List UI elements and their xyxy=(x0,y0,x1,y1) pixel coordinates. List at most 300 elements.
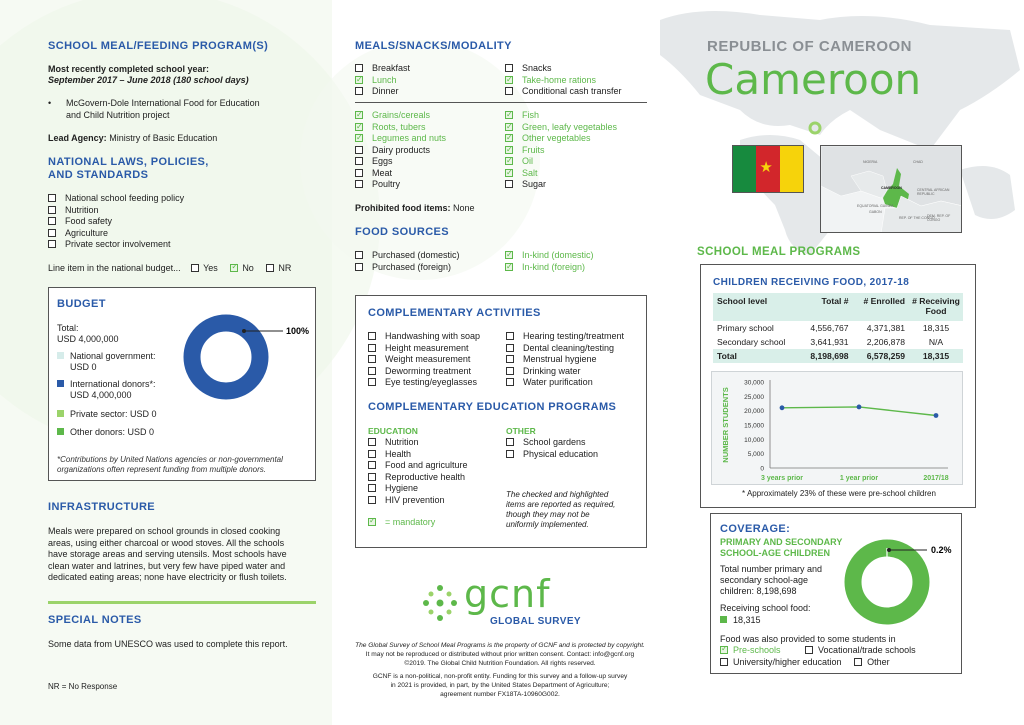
school-year-label: Most recently completed school year: xyxy=(48,64,210,74)
checkbox-preschools[interactable] xyxy=(720,646,728,654)
infra-line: have storage areas and serving utensils. Most schools have xyxy=(48,549,287,559)
mandatory-legend xyxy=(368,517,435,527)
budget-footnote-line1: *Contributions by United Nations agencies or non-governmental xyxy=(57,455,283,464)
coverage-title: COVERAGE: xyxy=(720,523,791,535)
legend-national xyxy=(57,351,156,361)
comp-item[interactable] xyxy=(368,354,480,366)
budget-total-value: USD 4,000,000 xyxy=(57,334,119,344)
legend-other xyxy=(57,427,154,437)
checkbox-no[interactable] xyxy=(230,264,238,272)
edu-col1 xyxy=(368,437,468,506)
children-title: CHILDREN RECEIVING FOOD, 2017-18 xyxy=(713,277,910,288)
y-tick-label: 10,000 xyxy=(744,436,764,444)
comp-label: Water purification xyxy=(523,377,593,387)
food-label: Roots, tubers xyxy=(372,121,426,132)
infra-line: clean water and latrines, but very few have piped water and xyxy=(48,560,286,571)
map-label-cameroon: CAMEROON xyxy=(881,186,902,190)
checkbox[interactable] xyxy=(355,76,363,84)
budget-total-label: Total: xyxy=(57,323,79,333)
checkbox[interactable] xyxy=(368,473,376,481)
also-item-label: Vocational/trade schools xyxy=(818,645,916,655)
coverage-receiving-label: Receiving school food: xyxy=(720,603,811,613)
food-item[interactable] xyxy=(355,133,446,145)
checkbox[interactable] xyxy=(368,332,376,340)
meal-item[interactable] xyxy=(505,75,622,87)
edu-col2 xyxy=(506,437,598,460)
programs-title: SCHOOL MEAL/FEEDING PROGRAM(S) xyxy=(48,40,269,52)
legend-international xyxy=(57,379,156,389)
edu-label: Food and agriculture xyxy=(385,460,468,470)
budget-title: BUDGET xyxy=(57,298,106,310)
checkbox[interactable] xyxy=(355,64,363,72)
data-point xyxy=(934,413,939,418)
food-label: Poultry xyxy=(372,179,401,189)
checkbox[interactable] xyxy=(505,146,513,154)
budget-line-item xyxy=(48,263,291,273)
comp-label: Handwashing with soap xyxy=(385,331,481,341)
table-cell: 2,206,878 xyxy=(866,337,905,347)
edu-title: COMPLEMENTARY EDUCATION PROGRAMS xyxy=(368,401,617,413)
table-cell: Total xyxy=(717,351,737,361)
edu-item[interactable] xyxy=(368,460,468,472)
food-label: Salt xyxy=(522,167,538,178)
checkbox[interactable] xyxy=(506,367,514,375)
country-name: Cameroon xyxy=(705,55,922,104)
y-tick-label: 5,000 xyxy=(747,451,764,459)
footer-line1: The Global Survey of School Meal Programs is the property of GCNF and is protected by copyright. xyxy=(355,642,645,649)
meal-label: Snacks xyxy=(522,63,552,73)
checkbox[interactable] xyxy=(355,251,363,259)
table-cell: 4,371,381 xyxy=(866,323,905,333)
law-item[interactable] xyxy=(48,216,184,228)
footer-line5: in 2021 is provided, in part, by the United States Department of Agriculture; xyxy=(390,682,610,689)
checkbox[interactable] xyxy=(355,180,363,188)
sources-title: FOOD SOURCES xyxy=(355,226,450,238)
checkbox[interactable] xyxy=(355,123,363,131)
option-no-label: No xyxy=(242,263,254,273)
comp-item[interactable] xyxy=(368,343,480,355)
comp-item[interactable] xyxy=(368,377,480,389)
flag-star-icon: ★ xyxy=(759,158,773,176)
edu-note-line2: items are reported as required, xyxy=(506,500,616,509)
meal-item[interactable] xyxy=(505,86,622,98)
edu-item[interactable] xyxy=(368,483,468,495)
law-item[interactable] xyxy=(48,205,184,217)
budget-line-label: Line item in the national budget... xyxy=(48,263,181,273)
chart-footnote: * Approximately 23% of these were pre-school children xyxy=(742,489,936,498)
source-item[interactable] xyxy=(355,250,460,262)
infra-line: dedicated eating areas; none have electricity or flush toilets. xyxy=(48,572,287,582)
checkbox-vocational[interactable] xyxy=(805,646,813,654)
food-item[interactable] xyxy=(355,110,446,122)
notes-text: Some data from UNESCO was used to complete this report. xyxy=(48,639,288,649)
gcnf-logo-text: gcnf xyxy=(464,572,551,616)
footer-line6: agreement number FX18TA-10960G002. xyxy=(440,691,560,698)
country-flag xyxy=(732,145,804,193)
comp-col1 xyxy=(368,331,480,389)
edu-note-line4: uniformly implemented. xyxy=(506,520,589,529)
table-cell: 18,315 xyxy=(922,351,950,361)
source-label: Purchased (foreign) xyxy=(372,261,452,272)
gcnf-logo xyxy=(420,572,590,630)
law-item-label: National school feeding policy xyxy=(65,193,185,203)
law-item-label: Nutrition xyxy=(65,204,99,215)
comp-item[interactable] xyxy=(368,331,480,343)
source-label: In-kind (domestic) xyxy=(522,250,594,260)
table-header-row xyxy=(713,293,963,321)
source-label: Purchased (domestic) xyxy=(372,250,460,260)
budget-box xyxy=(48,287,316,481)
legend-swatch xyxy=(720,616,727,623)
flag-stripe-green xyxy=(733,146,756,192)
foods-col2 xyxy=(505,110,617,191)
coverage-pointer-dot xyxy=(887,548,891,552)
checkbox[interactable] xyxy=(506,378,514,386)
budget-pct-label: 100% xyxy=(286,326,309,336)
comp-item[interactable] xyxy=(506,331,624,343)
lead-agency-value: Ministry of Basic Education xyxy=(109,133,218,143)
source-item[interactable] xyxy=(505,250,594,262)
legend-swatch xyxy=(57,380,64,387)
legend-other-text: Other donors: USD 0 xyxy=(70,427,155,437)
table-cell: 8,198,698 xyxy=(810,351,849,361)
checkbox[interactable] xyxy=(355,169,363,177)
food-label: Green, leafy vegetables xyxy=(522,121,618,132)
budget-donut-international xyxy=(192,323,260,391)
checkbox[interactable] xyxy=(505,157,513,165)
x-tick-label: 2017/18 xyxy=(923,475,949,482)
budget-footnote xyxy=(57,455,283,475)
source-item[interactable] xyxy=(355,262,460,274)
map-label-chad: CHAD xyxy=(913,160,923,164)
checkbox[interactable] xyxy=(506,355,514,363)
infra-line: areas, using either charcoal or wood stoves. All the schools xyxy=(48,537,285,548)
meal-label: Conditional cash transfer xyxy=(522,86,622,96)
checkbox-university[interactable] xyxy=(720,658,728,666)
comp-item[interactable] xyxy=(506,343,624,355)
checkbox[interactable] xyxy=(48,217,56,225)
gcnf-logo-sub: GLOBAL SURVEY xyxy=(490,616,581,627)
comp-item[interactable] xyxy=(506,366,624,378)
also-item-label: Other xyxy=(867,657,890,667)
checkbox[interactable] xyxy=(505,123,513,131)
checkbox[interactable] xyxy=(505,180,513,188)
checkbox[interactable] xyxy=(506,438,514,446)
y-tick-label: 20,000 xyxy=(744,408,764,416)
source-item[interactable] xyxy=(505,262,594,274)
food-label: Other vegetables xyxy=(522,133,591,143)
edu-col2-title: OTHER xyxy=(506,426,536,436)
country-official: REPUBLIC OF CAMEROON xyxy=(707,38,912,55)
coverage-pct: 0.2% xyxy=(931,545,952,555)
law-item[interactable] xyxy=(48,239,184,251)
coverage-total-line1: Total number primary and xyxy=(720,564,823,574)
edu-item[interactable] xyxy=(368,437,468,449)
checkbox[interactable] xyxy=(368,355,376,363)
food-item[interactable] xyxy=(355,156,446,168)
table-cell: Secondary school xyxy=(717,337,786,347)
school-meal-programs-title: SCHOOL MEAL PROGRAMS xyxy=(697,246,861,258)
infra-line: Meals were prepared on school grounds in closed cooking xyxy=(48,526,281,536)
edu-item[interactable] xyxy=(506,437,598,449)
data-point xyxy=(857,405,862,410)
program-bullet-line2: and Child Nutrition project xyxy=(66,110,170,120)
coverage-total xyxy=(720,564,822,597)
legend-swatch xyxy=(57,428,64,435)
edu-col1-title: EDUCATION xyxy=(368,426,418,436)
checkbox[interactable] xyxy=(368,438,376,446)
country-map xyxy=(820,145,962,233)
infra-text xyxy=(48,526,287,584)
map-label-nigeria: NIGERIA xyxy=(863,160,878,164)
legend-swatch xyxy=(57,352,64,359)
food-item[interactable] xyxy=(505,156,617,168)
table-row xyxy=(713,335,963,349)
meals-col1 xyxy=(355,63,410,98)
comp-label: Drinking water xyxy=(523,365,581,376)
sources-col1 xyxy=(355,250,460,273)
coverage-receiving-value: 18,315 xyxy=(733,615,761,625)
law-item[interactable] xyxy=(48,193,184,205)
option-yes-label: Yes xyxy=(203,263,218,273)
edu-label: HIV prevention xyxy=(385,494,445,505)
checkbox[interactable] xyxy=(48,206,56,214)
coverage-box xyxy=(710,513,962,674)
map-label-eq-guinea: EQUATORIAL GUINEA xyxy=(857,204,894,208)
meal-item[interactable] xyxy=(355,86,410,98)
law-item[interactable] xyxy=(48,228,184,240)
foods-col1 xyxy=(355,110,446,191)
comp-col2 xyxy=(506,331,624,389)
mandatory-label: = mandatory xyxy=(385,517,436,527)
comp-label: Menstrual hygiene xyxy=(523,354,597,364)
checkbox[interactable] xyxy=(505,76,513,84)
x-tick-label: 3 years prior xyxy=(760,475,804,482)
comp-label: Hearing testing/treatment xyxy=(523,331,625,341)
comp-label: Weight measurement xyxy=(385,354,471,364)
meal-item[interactable] xyxy=(355,63,410,75)
meal-item[interactable] xyxy=(505,63,622,75)
source-label: In-kind (foreign) xyxy=(522,261,586,272)
food-label: Grains/cereals xyxy=(372,110,431,120)
table-header: School level xyxy=(717,296,768,306)
food-item[interactable] xyxy=(505,179,617,191)
budget-donut xyxy=(179,312,309,402)
flag-stripe-red xyxy=(756,146,779,192)
y-tick-label: 0 xyxy=(760,465,764,473)
checkbox[interactable] xyxy=(506,344,514,352)
coverage-subtitle-line2: SCHOOL-AGE CHILDREN xyxy=(720,548,830,558)
comp-item[interactable] xyxy=(368,366,480,378)
lead-agency-label: Lead Agency: xyxy=(48,133,107,143)
table-cell: 4,556,767 xyxy=(810,323,849,333)
checkbox[interactable] xyxy=(506,450,514,458)
checkbox[interactable] xyxy=(355,87,363,95)
checkbox-mandatory-sample xyxy=(368,518,376,526)
comp-item[interactable] xyxy=(506,377,624,389)
food-item[interactable] xyxy=(355,168,446,180)
table-header: # Receiving Food xyxy=(912,296,960,316)
edu-note-line3: though they may not be xyxy=(506,510,590,519)
coverage-subtitle-line1: PRIMARY AND SECONDARY xyxy=(720,537,843,547)
table-header: Total # xyxy=(821,296,849,306)
footer-line2: It may not be reproduced or distributed without prior written consent. Contact: info@gcnf.org xyxy=(365,651,635,658)
checkbox[interactable] xyxy=(355,157,363,165)
checkbox[interactable] xyxy=(505,111,513,119)
children-box xyxy=(700,264,976,508)
meals-col2 xyxy=(505,63,622,98)
edu-item[interactable] xyxy=(368,449,468,461)
checkbox-other[interactable] xyxy=(854,658,862,666)
meal-label: Breakfast xyxy=(372,63,411,73)
food-label: Eggs xyxy=(372,156,393,166)
table-row xyxy=(713,321,963,335)
meals-title: MEALS/SNACKS/MODALITY xyxy=(355,40,512,52)
checkbox[interactable] xyxy=(48,194,56,202)
checkbox[interactable] xyxy=(368,484,376,492)
prohibited-label: Prohibited food items: xyxy=(355,203,451,213)
checkbox[interactable] xyxy=(368,461,376,469)
prohibited-value: None xyxy=(453,203,475,213)
checkbox[interactable] xyxy=(506,332,514,340)
section-divider xyxy=(48,601,316,604)
map-label-congo: REP. OF THE CONGO xyxy=(899,216,935,220)
edu-note xyxy=(506,490,615,530)
meal-item[interactable] xyxy=(355,75,410,87)
coverage-total-line3: children: 8,198,698 xyxy=(720,586,797,596)
food-item[interactable] xyxy=(355,145,446,157)
students-chart-panel xyxy=(711,371,963,485)
food-label: Dairy products xyxy=(372,144,431,155)
law-item-label: Private sector involvement xyxy=(65,239,171,249)
food-label: Oil xyxy=(522,156,533,166)
footer xyxy=(340,641,660,699)
checkbox-yes[interactable] xyxy=(191,264,199,272)
edu-label: Health xyxy=(385,448,412,459)
meal-label: Dinner xyxy=(372,86,399,96)
food-label: Fish xyxy=(522,110,540,120)
table-cell: 18,315 xyxy=(922,323,950,333)
prohibited-items xyxy=(355,203,475,213)
table-header: # Enrolled xyxy=(863,296,905,306)
food-item[interactable] xyxy=(505,110,617,122)
meal-label: Take-home rations xyxy=(522,74,597,85)
sources-col2 xyxy=(505,250,594,273)
food-item[interactable] xyxy=(505,133,617,145)
laws-title-line2: AND STANDARDS xyxy=(48,169,149,181)
checkbox[interactable] xyxy=(368,496,376,504)
notes-title: SPECIAL NOTES xyxy=(48,614,142,626)
edu-item[interactable] xyxy=(506,449,598,461)
edu-label: Physical education xyxy=(523,448,599,459)
checkbox[interactable] xyxy=(505,134,513,142)
map-label-car: CENTRAL AFRICAN REPUBLIC xyxy=(917,188,950,196)
food-label: Fruits xyxy=(522,144,545,155)
checkbox[interactable] xyxy=(505,169,513,177)
y-axis-label: NUMBER STUDENTS xyxy=(721,387,730,463)
location-marker-icon xyxy=(807,120,823,136)
y-tick-label: 30,000 xyxy=(744,379,764,387)
checkbox[interactable] xyxy=(505,263,513,271)
food-label: Sugar xyxy=(522,179,547,189)
checkbox[interactable] xyxy=(355,134,363,142)
comp-label: Deworming treatment xyxy=(385,365,472,376)
edu-item[interactable] xyxy=(368,472,468,484)
checkbox[interactable] xyxy=(368,344,376,352)
gcnf-logo-mark xyxy=(420,582,460,622)
checkbox[interactable] xyxy=(355,146,363,154)
checkbox[interactable] xyxy=(48,240,56,248)
data-point xyxy=(780,405,785,410)
infra-title: INFRASTRUCTURE xyxy=(48,501,156,513)
y-tick-label: 15,000 xyxy=(744,422,764,430)
food-item[interactable] xyxy=(355,122,446,134)
food-item[interactable] xyxy=(505,122,617,134)
checkbox[interactable] xyxy=(368,450,376,458)
edu-label: Hygiene xyxy=(385,483,419,493)
children-table xyxy=(713,293,963,363)
comp-item[interactable] xyxy=(506,354,624,366)
edu-item[interactable] xyxy=(368,495,468,507)
checkbox[interactable] xyxy=(355,111,363,119)
food-item[interactable] xyxy=(505,145,617,157)
lead-agency xyxy=(48,133,217,143)
also-item-label: Pre-schools xyxy=(733,645,781,655)
coverage-subtitle xyxy=(720,537,842,559)
laws-title-line1: NATIONAL LAWS, POLICIES, xyxy=(48,156,209,168)
food-item[interactable] xyxy=(505,168,617,180)
legend-national-text: National government: xyxy=(70,351,156,361)
comp-label: Dental cleaning/testing xyxy=(523,342,615,353)
also-items-row1 xyxy=(720,645,916,655)
also-provided: Food was also provided to some students in xyxy=(720,634,896,644)
nr-note: NR = No Response xyxy=(48,682,118,691)
footer-line4: GCNF is a non-political, non-profit entity. Funding for this survey and a follow-up survey xyxy=(372,673,628,680)
checkbox[interactable] xyxy=(48,229,56,237)
also-item-label: University/higher education xyxy=(733,657,842,667)
also-items-row2 xyxy=(720,657,890,667)
students-line-chart xyxy=(712,372,964,486)
checkbox[interactable] xyxy=(355,263,363,271)
legend-private xyxy=(57,409,157,419)
checkbox[interactable] xyxy=(505,64,513,72)
edu-note-line1: The checked and highlighted xyxy=(506,490,609,499)
law-item-label: Food safety xyxy=(65,216,113,226)
laws-title xyxy=(48,156,209,182)
table-cell: 6,578,259 xyxy=(866,351,905,361)
checkbox[interactable] xyxy=(368,378,376,386)
food-item[interactable] xyxy=(355,179,446,191)
complementary-box xyxy=(355,295,647,548)
laws-list xyxy=(48,193,184,251)
checkbox[interactable] xyxy=(368,367,376,375)
footer-line3: ©2019. The Global Child Nutrition Foundation. All rights reserved. xyxy=(404,660,596,667)
table-row-total xyxy=(713,349,963,363)
table-cell: Primary school xyxy=(717,323,774,333)
comp-title: COMPLEMENTARY ACTIVITIES xyxy=(368,307,541,319)
legend-private-text: Private sector: USD 0 xyxy=(70,409,157,419)
checkbox[interactable] xyxy=(505,87,513,95)
table-cell: 3,641,931 xyxy=(810,337,849,347)
program-bullet-line1: McGovern-Dole International Food for Education xyxy=(66,98,260,108)
checkbox-nr[interactable] xyxy=(266,264,274,272)
food-label: Meat xyxy=(372,167,393,178)
checkbox[interactable] xyxy=(505,251,513,259)
comp-label: Height measurement xyxy=(385,342,469,353)
edu-label: School gardens xyxy=(523,437,586,447)
option-nr-label: NR xyxy=(278,263,292,273)
y-tick-label: 25,000 xyxy=(744,393,764,401)
